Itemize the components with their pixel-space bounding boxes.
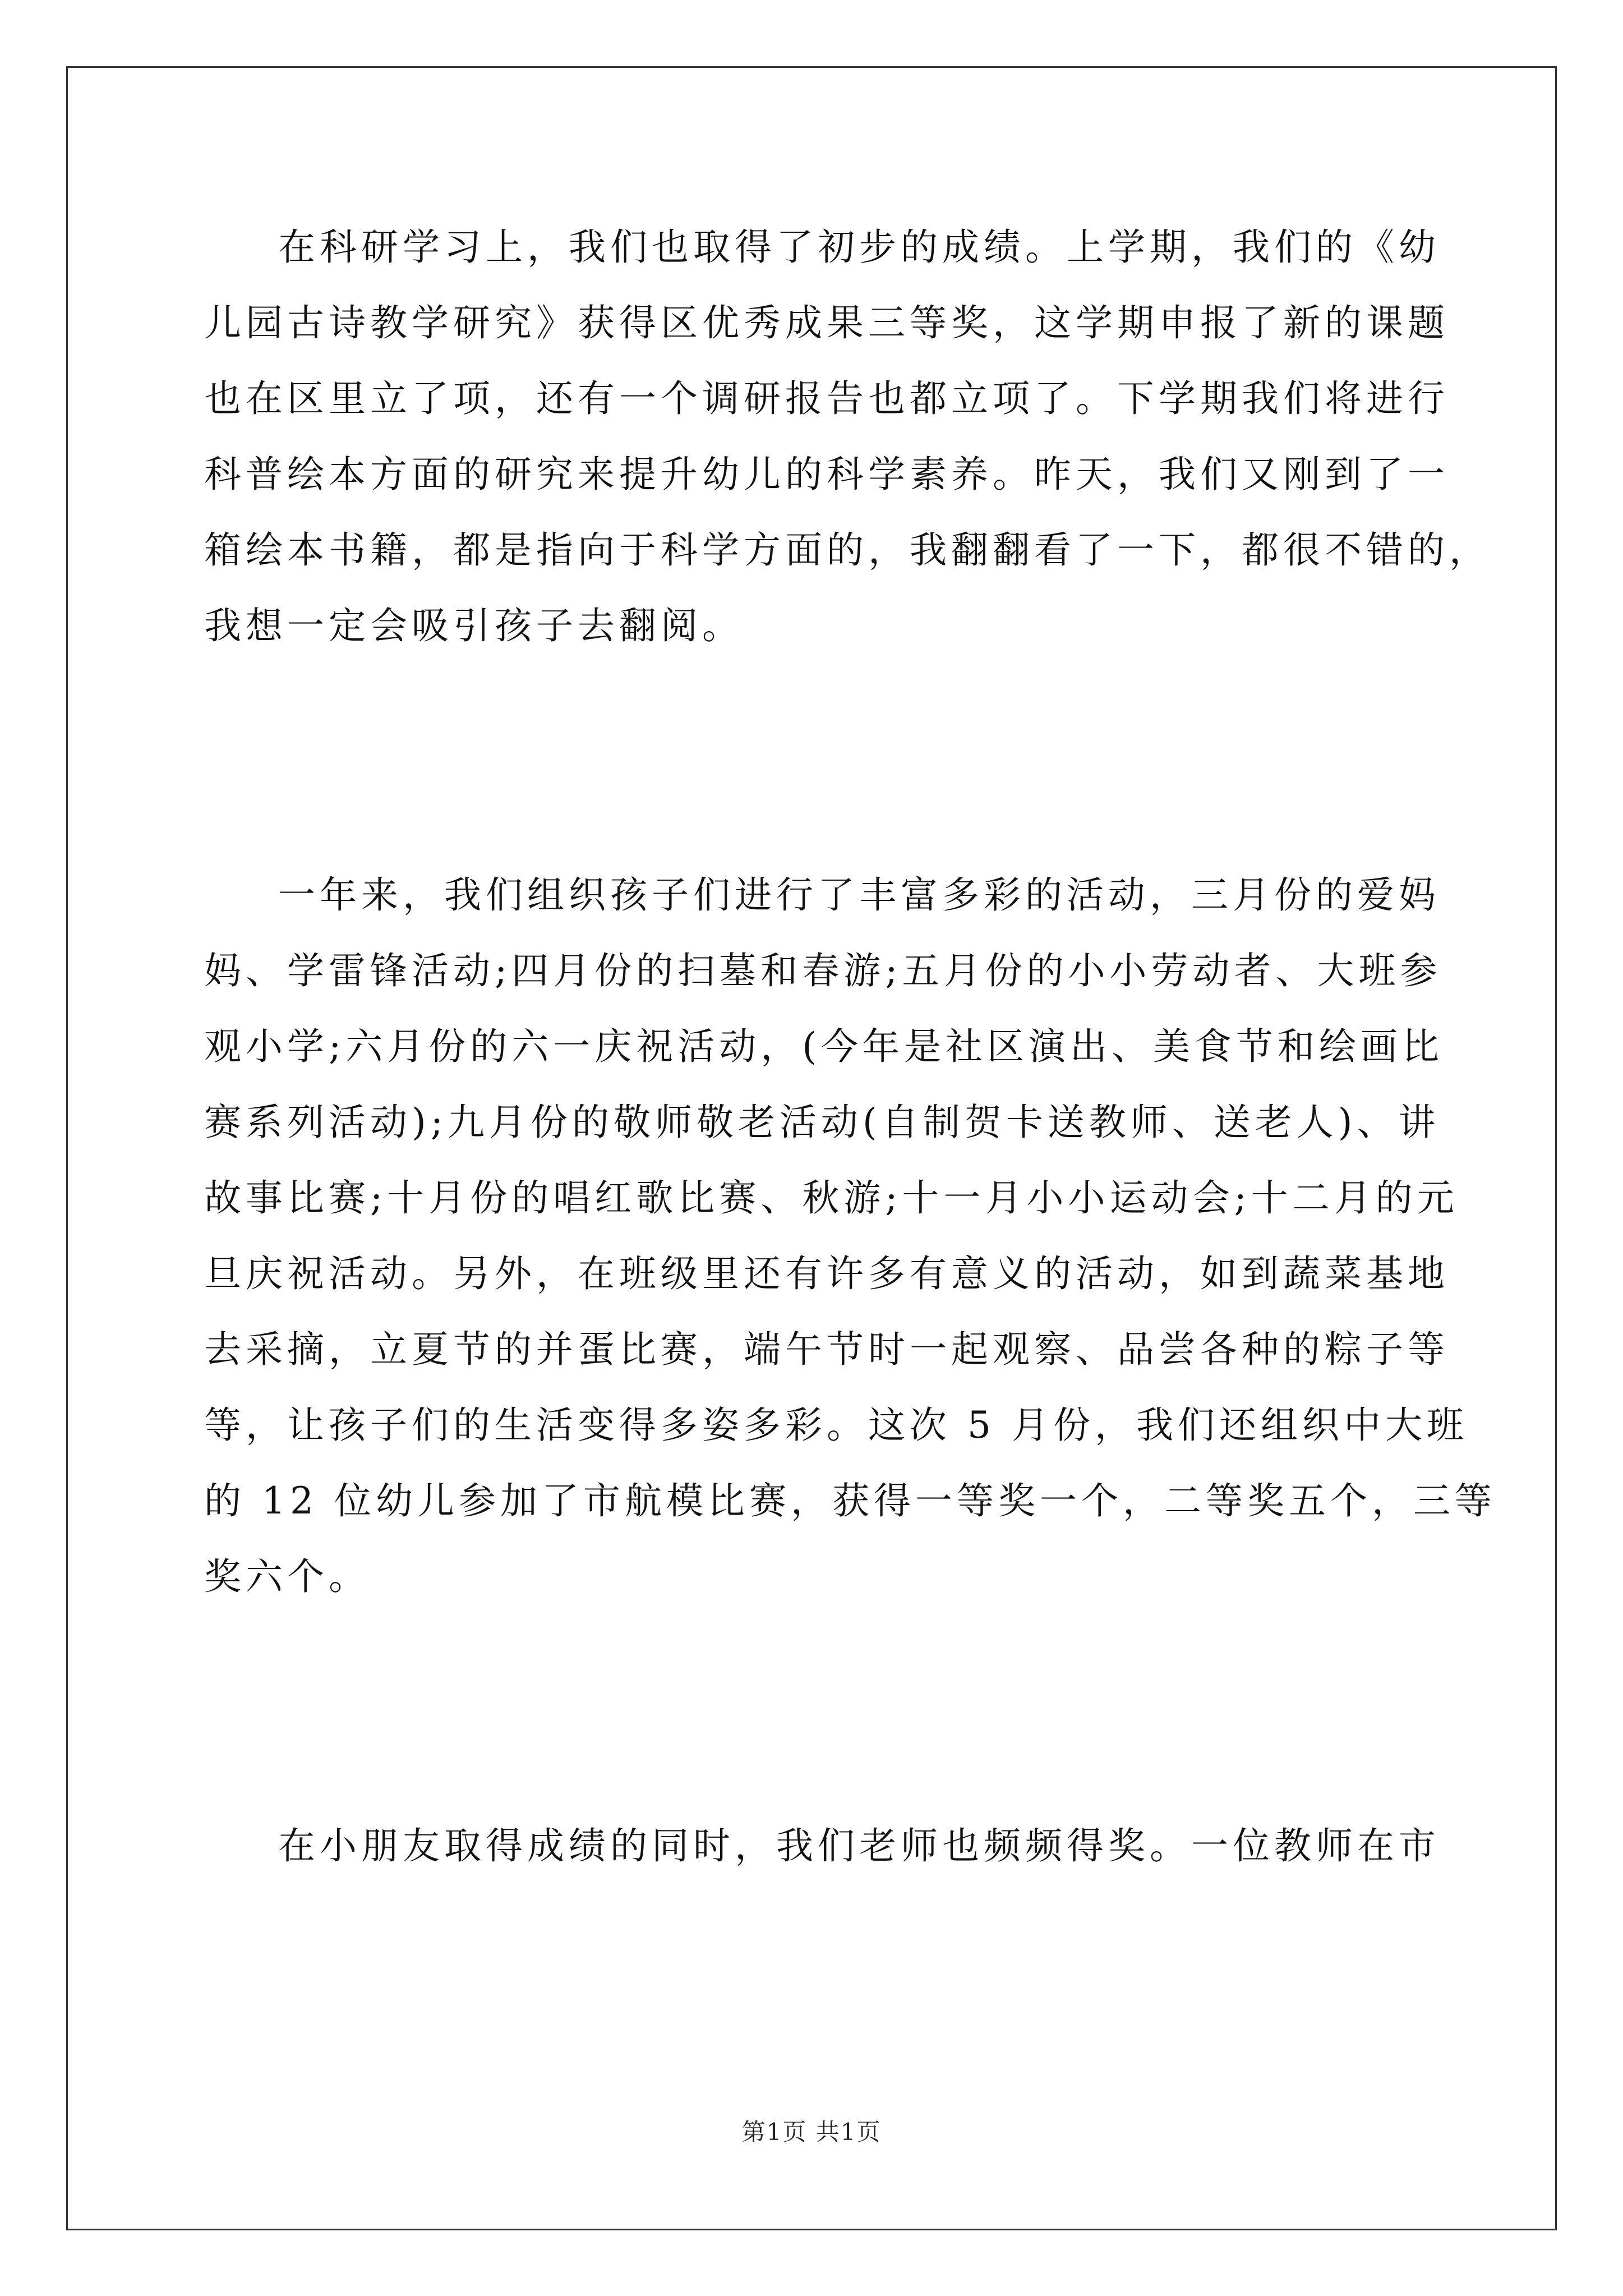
paragraph-line: 妈、学雷锋活动;四月份的扫墓和春游;五月份的小小劳动者、大班参: [204, 949, 1442, 992]
paragraph-line: 在科研学习上，我们也取得了初步的成绩。上学期，我们的《幼: [278, 226, 1440, 269]
paragraph-line: 科普绘本方面的研究来提升幼儿的科学素养。昨天，我们又刚到了一: [204, 453, 1449, 496]
paragraph-line: 也在区里立了项，还有一个调研报告也都立项了。下学期我们将进行: [204, 377, 1449, 420]
paragraph-line: 观小学;六月份的六一庆祝活动，(今年是社区演出、美食节和绘画比: [204, 1025, 1444, 1068]
paragraph-line: 去采摘，立夏节的并蛋比赛，端午节时一起观察、品尝各种的粽子等: [204, 1328, 1449, 1371]
paragraph-line: 一年来，我们组织孩子们进行了丰富多彩的活动，三月份的爱妈: [278, 873, 1440, 917]
paragraph-line: 旦庆祝活动。另外，在班级里还有许多有意义的活动，如到蔬菜基地: [204, 1252, 1449, 1295]
paragraph-line: 箱绘本书籍，都是指向于科学方面的，我翻翻看了一下，都很不错的，: [204, 528, 1491, 572]
page-number-footer: 第1页 共1页: [741, 2118, 882, 2146]
paragraph-line: 赛系列活动);九月份的敬师敬老活动(自制贺卡送教师、送老人)、讲: [204, 1101, 1440, 1144]
paragraph-line: 故事比赛;十月份的唱红歌比赛、秋游;十一月小小运动会;十二月的元: [204, 1176, 1459, 1220]
paragraph-line: 的 12 位幼儿参加了市航模比赛，获得一等奖一个，二等奖五个，三等: [204, 1479, 1496, 1522]
paragraph-line: 在小朋友取得成绩的同时，我们老师也频频得奖。一位教师在市: [278, 1824, 1440, 1867]
paragraph-line: 儿园古诗教学研究》获得区优秀成果三等奖，这学期申报了新的课题: [204, 301, 1449, 344]
paragraph-line: 奖六个。: [204, 1555, 370, 1598]
paragraph-line: 等，让孩子们的生活变得多姿多彩。这次 5 月份，我们还组织中大班: [204, 1404, 1468, 1447]
paragraph-line: 我想一定会吸引孩子去翻阅。: [204, 604, 744, 647]
